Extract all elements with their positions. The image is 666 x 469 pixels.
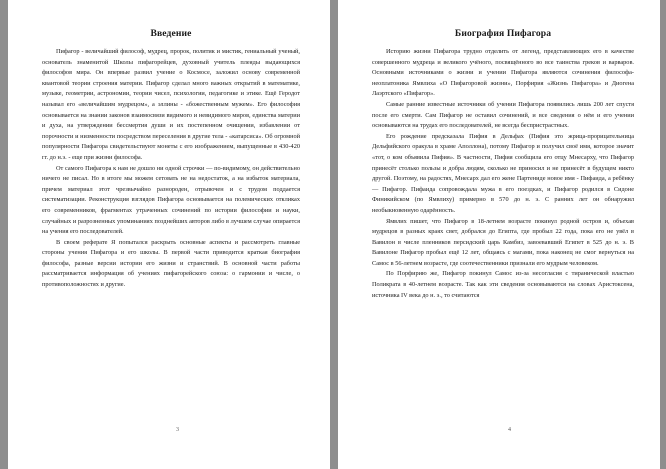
document-page-left <box>8 0 330 469</box>
page-title: Введение <box>150 28 192 39</box>
paragraph: Его рождение предсказала Пифия в Дельфах (Пифия это жрица-прорицательница Дельфийского оракула в храме Аполлона), потому Пифагор и получил своё имя, которое значит «тот, о ком объявила Пифия». В частности, Пифия сообщила его отцу Мнесарху, что Пифагор принесёт столько пользы и добра людям, сколько не приносил и не принесёт в будущем никто другой. Поэтому, на радостях, Мнесарх дал его жене Партениде новое имя - Пифаида, а ребёнку — Пифагор. Пифаида сопровождала мужа в его поездках, и Пифагор родился в Сидоне Финикийском (по Ямвлиху) примерно в 570 до н. э. С ранних лет он обнаружил необыкновенную одарённость. <box>372 132 634 214</box>
paragraph: По Порфирию же, Пифагор покинул Самос из-за несогласия с тиранической властью Поликрата в 40-летнем возрасте. Так как эти сведения основываются на словах Аристоксена, источника IV века до н. э., то считаются <box>372 270 634 299</box>
page-number: 4 <box>508 427 511 433</box>
paragraph: В своем реферате Я попытался раскрыть основные аспекты и рассмотреть главные стороны учения Пифагора и его школы. В первой части приводится краткая биография философа, разные версии истории его жизни и странствий. В основной части работы рассматривается информация об учениях пифагорейского союза: о гармонии и числе, о противоположностях и другие. <box>42 238 300 289</box>
paragraph: Самые ранние известные источники об учении Пифагора появились лишь 200 лет спустя после его смерти. Сам Пифагор не оставил сочинений, и все сведения о нём и его учении основываются на трудах его последователей, не всегда беспристрастных. <box>372 100 634 130</box>
paragraph: От самого Пифагора к нам не дошло ни одной строчки — по-видимому, он действительно ничего не писал. Но в итоге мы можем сетовать не на недостаток, а на избыток материала, причем материал этот чрезвычайно разнороден, отрывочен и с трудом поддается систематизации. Реконструкция взглядов Пифагора основывается на полемических откликах его современников, фрагментах утраченных сочинений по истории философии и науки, случайных и разрозненных упоминаниях позднейших авторов либо в лучшем случае опирается на учения его последователей. <box>42 164 300 236</box>
paragraph: Историю жизни Пифагора трудно отделить от легенд, представляющих его в качестве совершенного мудреца и великого учёного, посвящённого во все таинства греков и варваров. Основными источниками о жизни и учении Пифагора являются сочинения философа-неоплатоника Ямвлиха «О Пифагоровой жизни», Порфирия «Жизнь Пифагора» и Диогена Лаэртского «Пифагор». <box>372 48 634 98</box>
paragraph: Ямвлих пишет, что Пифагор в 18-летнем возрасте покинул родной остров и, объехав мудрецов в разных краях свет, добрался до Египта, где пробыл 22 года, пока его не увёл в Вавилон в числе пленников персидский царь Камбиз, завоевавший Египет в 525 до н. э. В Вавилоне Пифагор пробыл ещё 12 лет, общаясь с магами, пока наконец не смог вернуться на Самос в 56-летнем возрасте, где соотечественники признали его мудрым человеком. <box>372 217 634 267</box>
document-page-right <box>338 0 660 469</box>
page-number: 3 <box>176 427 179 433</box>
paragraph: Пифагор - величайший философ, мудрец, пророк, политик и мистик, гениальный ученый, основатель знаменитой Школы пифагорейцев, духовный учитель плеяды выдающихся философов мира. Он впервые развил учение о Космосе, заложил основу современной квантовой теории строения материи. Пифагор сделал много важных открытий в математике, музыке, геометрии, астрономии, теории чисел, психологии, педагогике и этике. Ещё Геродот называл его «величайшим мудрецом», а эллины - «божественным мужем». Его философия основывается на знании законов взаимосвязи видимого и невидимого миров, единства материи и духа, на утверждении бессмертия души и их постепенном очищении, избавлении от порочности и низменности посредством переселения в другие тела - «катарсиса». Об огромной популярности Пифагора свидетельствуют монеты с его изображением, выпущенные в 430-420 гг. до н.э. - еще при жизни философа. <box>42 48 300 161</box>
page-title: Биография Пифагора <box>454 28 552 39</box>
